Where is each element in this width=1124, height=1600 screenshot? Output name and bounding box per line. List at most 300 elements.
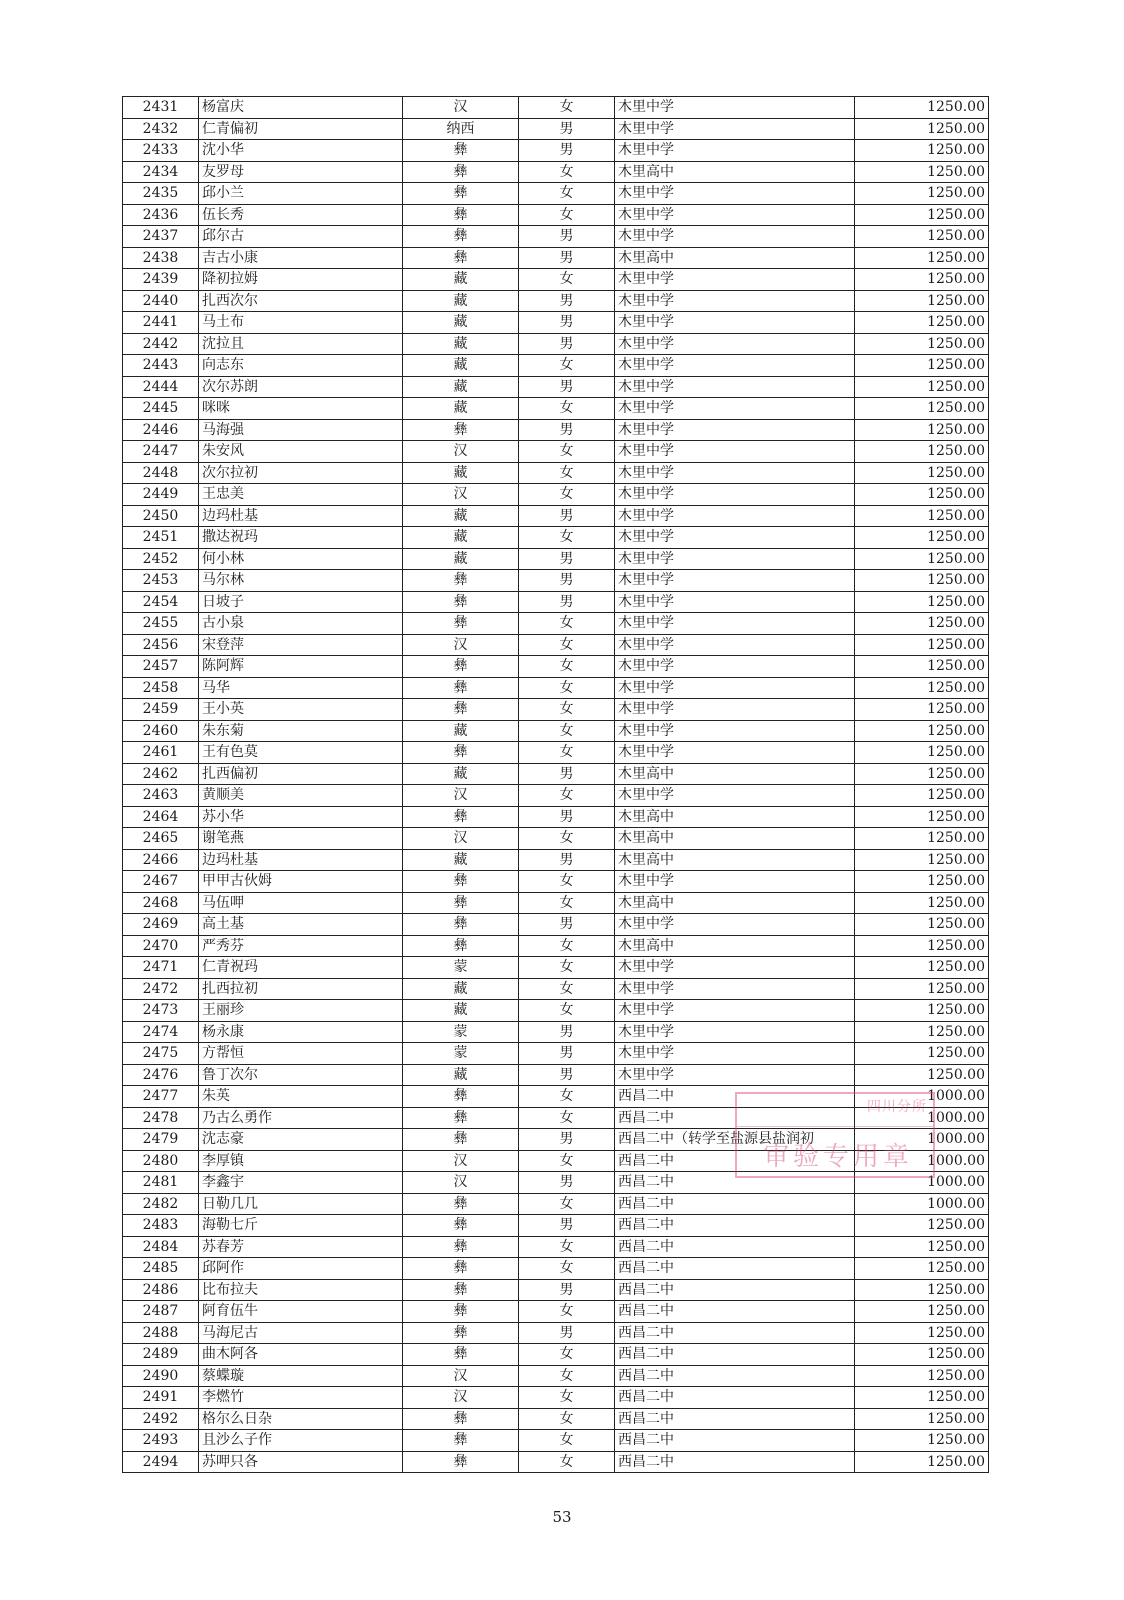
ethnicity-cell: 彝: [403, 1344, 519, 1366]
table-row: [123, 462, 989, 484]
ethnicity-cell: 彝: [403, 570, 519, 592]
row-number-cell: 2471: [123, 957, 199, 979]
ethnicity-cell: 彝: [403, 1215, 519, 1237]
student-name-cell: 邱尔古: [199, 226, 403, 248]
row-number-cell: 2450: [123, 505, 199, 527]
amount-cell: 1250.00: [855, 118, 989, 140]
student-name-cell: 日勒几几: [199, 1193, 403, 1215]
student-name-cell: 沈小华: [199, 140, 403, 162]
amount-cell: 1250.00: [855, 720, 989, 742]
school-cell: 西昌二中: [615, 1258, 855, 1280]
ethnicity-cell: 彝: [403, 1279, 519, 1301]
gender-cell: 女: [519, 1000, 615, 1022]
row-number-cell: 2461: [123, 742, 199, 764]
ethnicity-cell: 彝: [403, 1322, 519, 1344]
row-number-cell: 2431: [123, 97, 199, 119]
table-row: [123, 1365, 989, 1387]
amount-cell: 1250.00: [855, 1451, 989, 1473]
amount-cell: 1000.00: [855, 1193, 989, 1215]
ethnicity-cell: 汉: [403, 441, 519, 463]
school-cell: 木里中学: [615, 871, 855, 893]
amount-cell: 1250.00: [855, 699, 989, 721]
ethnicity-cell: 彝: [403, 613, 519, 635]
student-name-cell: 苏小华: [199, 806, 403, 828]
student-name-cell: 王丽珍: [199, 1000, 403, 1022]
student-name-cell: 格尔么日杂: [199, 1408, 403, 1430]
row-number-cell: 2449: [123, 484, 199, 506]
ethnicity-cell: 藏: [403, 398, 519, 420]
amount-cell: 1250.00: [855, 419, 989, 441]
amount-cell: 1250.00: [855, 376, 989, 398]
school-cell: 木里中学: [615, 742, 855, 764]
table-row: [123, 763, 989, 785]
row-number-cell: 2462: [123, 763, 199, 785]
student-name-cell: 边玛杜基: [199, 849, 403, 871]
ethnicity-cell: 汉: [403, 484, 519, 506]
school-cell: 木里中学: [615, 204, 855, 226]
student-name-cell: 严秀芬: [199, 935, 403, 957]
table-row: [123, 892, 989, 914]
gender-cell: 男: [519, 1129, 615, 1151]
gender-cell: 女: [519, 355, 615, 377]
school-cell: 木里高中: [615, 828, 855, 850]
ethnicity-cell: 彝: [403, 1236, 519, 1258]
gender-cell: 女: [519, 699, 615, 721]
amount-cell: 1000.00: [855, 1129, 989, 1151]
gender-cell: 女: [519, 97, 615, 119]
table-row: [123, 161, 989, 183]
row-number-cell: 2474: [123, 1021, 199, 1043]
row-number-cell: 2434: [123, 161, 199, 183]
student-name-cell: 咪咪: [199, 398, 403, 420]
school-cell: 西昌二中: [615, 1150, 855, 1172]
gender-cell: 女: [519, 1258, 615, 1280]
row-number-cell: 2448: [123, 462, 199, 484]
table-row: [123, 118, 989, 140]
amount-cell: 1250.00: [855, 441, 989, 463]
row-number-cell: 2494: [123, 1451, 199, 1473]
table-row: [123, 505, 989, 527]
row-number-cell: 2464: [123, 806, 199, 828]
gender-cell: 男: [519, 419, 615, 441]
ethnicity-cell: 藏: [403, 978, 519, 1000]
gender-cell: 女: [519, 398, 615, 420]
table-row: [123, 1021, 989, 1043]
gender-cell: 女: [519, 1086, 615, 1108]
amount-cell: 1000.00: [855, 1172, 989, 1194]
gender-cell: 女: [519, 935, 615, 957]
gender-cell: 女: [519, 1387, 615, 1409]
gender-cell: 男: [519, 914, 615, 936]
ethnicity-cell: 藏: [403, 1064, 519, 1086]
row-number-cell: 2490: [123, 1365, 199, 1387]
school-cell: 木里中学: [615, 548, 855, 570]
table-row: [123, 720, 989, 742]
school-cell: 木里中学: [615, 226, 855, 248]
table-row: [123, 935, 989, 957]
table-row: [123, 312, 989, 334]
student-name-cell: 甲甲古伙姆: [199, 871, 403, 893]
amount-cell: 1250.00: [855, 1279, 989, 1301]
amount-cell: 1250.00: [855, 204, 989, 226]
row-number-cell: 2446: [123, 419, 199, 441]
school-cell: 西昌二中: [615, 1451, 855, 1473]
gender-cell: 男: [519, 1322, 615, 1344]
amount-cell: 1000.00: [855, 1107, 989, 1129]
amount-cell: 1250.00: [855, 656, 989, 678]
school-cell: 木里中学: [615, 140, 855, 162]
gender-cell: 男: [519, 1215, 615, 1237]
stamp-main-text: 审验专用章: [763, 1142, 914, 1172]
amount-cell: 1250.00: [855, 1301, 989, 1323]
gender-cell: 男: [519, 849, 615, 871]
table-row: [123, 591, 989, 613]
ethnicity-cell: 彝: [403, 656, 519, 678]
amount-cell: 1250.00: [855, 1000, 989, 1022]
table-row: [123, 1215, 989, 1237]
amount-cell: 1250.00: [855, 247, 989, 269]
school-cell: 木里中学: [615, 376, 855, 398]
ethnicity-cell: 藏: [403, 505, 519, 527]
amount-cell: 1250.00: [855, 828, 989, 850]
school-cell: 木里中学: [615, 978, 855, 1000]
amount-cell: 1250.00: [855, 1043, 989, 1065]
table-row: [123, 914, 989, 936]
school-cell: 西昌二中: [615, 1387, 855, 1409]
ethnicity-cell: 藏: [403, 333, 519, 355]
table-row: [123, 269, 989, 291]
gender-cell: 男: [519, 1064, 615, 1086]
ethnicity-cell: 蒙: [403, 1021, 519, 1043]
gender-cell: 女: [519, 742, 615, 764]
student-name-cell: 向志东: [199, 355, 403, 377]
school-cell: 西昌二中: [615, 1430, 855, 1452]
amount-cell: 1250.00: [855, 763, 989, 785]
row-number-cell: 2493: [123, 1430, 199, 1452]
ethnicity-cell: 藏: [403, 355, 519, 377]
row-number-cell: 2469: [123, 914, 199, 936]
ethnicity-cell: 汉: [403, 785, 519, 807]
student-name-cell: 次尔苏朗: [199, 376, 403, 398]
school-cell: 西昌二中: [615, 1086, 855, 1108]
school-cell: 木里中学: [615, 355, 855, 377]
amount-cell: 1250.00: [855, 1215, 989, 1237]
table-row: [123, 828, 989, 850]
table-row: [123, 247, 989, 269]
student-name-cell: 马海尼古: [199, 1322, 403, 1344]
ethnicity-cell: 蒙: [403, 957, 519, 979]
student-name-cell: 苏呷只各: [199, 1451, 403, 1473]
amount-cell: 1250.00: [855, 226, 989, 248]
gender-cell: 女: [519, 978, 615, 1000]
row-number-cell: 2476: [123, 1064, 199, 1086]
table-row: [123, 204, 989, 226]
row-number-cell: 2468: [123, 892, 199, 914]
row-number-cell: 2477: [123, 1086, 199, 1108]
student-name-cell: 高土基: [199, 914, 403, 936]
ethnicity-cell: 彝: [403, 677, 519, 699]
ethnicity-cell: 彝: [403, 1451, 519, 1473]
student-name-cell: 黄顺美: [199, 785, 403, 807]
row-number-cell: 2435: [123, 183, 199, 205]
student-name-cell: 马土布: [199, 312, 403, 334]
gender-cell: 男: [519, 591, 615, 613]
student-name-cell: 次尔拉初: [199, 462, 403, 484]
table-row: [123, 677, 989, 699]
school-cell: 木里中学: [615, 462, 855, 484]
amount-cell: 1250.00: [855, 871, 989, 893]
amount-cell: 1250.00: [855, 849, 989, 871]
student-name-cell: 扎西次尔: [199, 290, 403, 312]
school-cell: 木里中学: [615, 419, 855, 441]
table-row: [123, 1236, 989, 1258]
ethnicity-cell: 彝: [403, 226, 519, 248]
gender-cell: 女: [519, 1301, 615, 1323]
gender-cell: 女: [519, 892, 615, 914]
row-number-cell: 2482: [123, 1193, 199, 1215]
student-name-cell: 海勒七斤: [199, 1215, 403, 1237]
page-number: 53: [552, 1508, 572, 1526]
ethnicity-cell: 彝: [403, 1430, 519, 1452]
student-name-cell: 朱东菊: [199, 720, 403, 742]
ethnicity-cell: 藏: [403, 763, 519, 785]
row-number-cell: 2438: [123, 247, 199, 269]
student-name-cell: 杨富庆: [199, 97, 403, 119]
table-row: [123, 1043, 989, 1065]
row-number-cell: 2454: [123, 591, 199, 613]
table-row: [123, 441, 989, 463]
amount-cell: 1250.00: [855, 591, 989, 613]
row-number-cell: 2460: [123, 720, 199, 742]
ethnicity-cell: 彝: [403, 892, 519, 914]
row-number-cell: 2453: [123, 570, 199, 592]
amount-cell: 1250.00: [855, 161, 989, 183]
amount-cell: 1250.00: [855, 785, 989, 807]
school-cell: 木里中学: [615, 613, 855, 635]
amount-cell: 1250.00: [855, 548, 989, 570]
table-row: [123, 1451, 989, 1473]
gender-cell: 男: [519, 247, 615, 269]
gender-cell: 女: [519, 1451, 615, 1473]
student-name-cell: 阿育伍牛: [199, 1301, 403, 1323]
ethnicity-cell: 藏: [403, 527, 519, 549]
ethnicity-cell: 彝: [403, 140, 519, 162]
row-number-cell: 2470: [123, 935, 199, 957]
gender-cell: 女: [519, 269, 615, 291]
amount-cell: 1250.00: [855, 97, 989, 119]
student-name-cell: 陈阿辉: [199, 656, 403, 678]
gender-cell: 女: [519, 441, 615, 463]
amount-cell: 1250.00: [855, 269, 989, 291]
student-name-cell: 苏春芳: [199, 1236, 403, 1258]
table-row: [123, 1279, 989, 1301]
table-row: [123, 290, 989, 312]
amount-cell: 1250.00: [855, 1258, 989, 1280]
school-cell: 木里中学: [615, 699, 855, 721]
row-number-cell: 2440: [123, 290, 199, 312]
row-number-cell: 2478: [123, 1107, 199, 1129]
student-name-cell: 朱英: [199, 1086, 403, 1108]
school-cell: 木里中学: [615, 957, 855, 979]
row-number-cell: 2466: [123, 849, 199, 871]
student-name-cell: 李燃竹: [199, 1387, 403, 1409]
school-cell: 木里中学: [615, 591, 855, 613]
gender-cell: 女: [519, 871, 615, 893]
school-cell: 木里中学: [615, 634, 855, 656]
row-number-cell: 2439: [123, 269, 199, 291]
amount-cell: 1250.00: [855, 1430, 989, 1452]
row-number-cell: 2436: [123, 204, 199, 226]
ethnicity-cell: 藏: [403, 269, 519, 291]
school-cell: 木里中学: [615, 398, 855, 420]
student-name-cell: 仁青祝玛: [199, 957, 403, 979]
ethnicity-cell: 藏: [403, 720, 519, 742]
gender-cell: 女: [519, 677, 615, 699]
student-roster-table: [122, 96, 989, 1473]
row-number-cell: 2459: [123, 699, 199, 721]
table-row: [123, 570, 989, 592]
student-name-cell: 古小泉: [199, 613, 403, 635]
school-cell: 西昌二中: [615, 1193, 855, 1215]
school-cell: 西昌二中: [615, 1172, 855, 1194]
table-row: [123, 419, 989, 441]
ethnicity-cell: 彝: [403, 1107, 519, 1129]
school-cell: 木里高中: [615, 247, 855, 269]
gender-cell: 男: [519, 1172, 615, 1194]
amount-cell: 1250.00: [855, 527, 989, 549]
gender-cell: 男: [519, 226, 615, 248]
amount-cell: 1250.00: [855, 1344, 989, 1366]
ethnicity-cell: 汉: [403, 1387, 519, 1409]
ethnicity-cell: 彝: [403, 935, 519, 957]
student-name-cell: 鲁丁次尔: [199, 1064, 403, 1086]
student-name-cell: 降初拉姆: [199, 269, 403, 291]
student-name-cell: 马华: [199, 677, 403, 699]
gender-cell: 女: [519, 1408, 615, 1430]
ethnicity-cell: 彝: [403, 161, 519, 183]
student-name-cell: 朱安风: [199, 441, 403, 463]
student-name-cell: 吉古小康: [199, 247, 403, 269]
gender-cell: 男: [519, 763, 615, 785]
row-number-cell: 2455: [123, 613, 199, 635]
school-cell: 木里中学: [615, 290, 855, 312]
gender-cell: 女: [519, 1150, 615, 1172]
school-cell: 木里中学: [615, 118, 855, 140]
row-number-cell: 2481: [123, 1172, 199, 1194]
school-cell: 木里中学: [615, 656, 855, 678]
school-cell: 木里中学: [615, 484, 855, 506]
ethnicity-cell: 彝: [403, 1408, 519, 1430]
amount-cell: 1250.00: [855, 978, 989, 1000]
table-row: [123, 806, 989, 828]
table-row: [123, 849, 989, 871]
gender-cell: 女: [519, 785, 615, 807]
row-number-cell: 2445: [123, 398, 199, 420]
school-cell: 木里中学: [615, 570, 855, 592]
school-cell: 木里中学: [615, 441, 855, 463]
amount-cell: 1250.00: [855, 1064, 989, 1086]
table-row: [123, 1301, 989, 1323]
school-cell: 木里中学: [615, 914, 855, 936]
amount-cell: 1250.00: [855, 1365, 989, 1387]
ethnicity-cell: 汉: [403, 1172, 519, 1194]
row-number-cell: 2451: [123, 527, 199, 549]
student-name-cell: 友罗母: [199, 161, 403, 183]
amount-cell: 1250.00: [855, 333, 989, 355]
table-row: [123, 226, 989, 248]
ethnicity-cell: 彝: [403, 1129, 519, 1151]
amount-cell: 1250.00: [855, 484, 989, 506]
amount-cell: 1250.00: [855, 806, 989, 828]
row-number-cell: 2457: [123, 656, 199, 678]
ethnicity-cell: 汉: [403, 1150, 519, 1172]
table-row: [123, 1387, 989, 1409]
gender-cell: 女: [519, 527, 615, 549]
gender-cell: 男: [519, 290, 615, 312]
ethnicity-cell: 藏: [403, 548, 519, 570]
ethnicity-cell: 彝: [403, 699, 519, 721]
school-cell: 西昌二中: [615, 1322, 855, 1344]
student-name-cell: 马伍呷: [199, 892, 403, 914]
gender-cell: 男: [519, 118, 615, 140]
gender-cell: 男: [519, 548, 615, 570]
gender-cell: 女: [519, 1430, 615, 1452]
gender-cell: 男: [519, 570, 615, 592]
school-cell: 木里高中: [615, 849, 855, 871]
school-cell: 西昌二中: [615, 1215, 855, 1237]
gender-cell: 女: [519, 613, 615, 635]
table-row: [123, 1430, 989, 1452]
ethnicity-cell: 彝: [403, 871, 519, 893]
gender-cell: 女: [519, 161, 615, 183]
student-name-cell: 王忠美: [199, 484, 403, 506]
amount-cell: 1250.00: [855, 183, 989, 205]
row-number-cell: 2473: [123, 1000, 199, 1022]
row-number-cell: 2432: [123, 118, 199, 140]
amount-cell: 1250.00: [855, 914, 989, 936]
table-row: [123, 398, 989, 420]
school-cell: 西昌二中: [615, 1279, 855, 1301]
student-name-cell: 扎西偏初: [199, 763, 403, 785]
gender-cell: 女: [519, 957, 615, 979]
student-name-cell: 宋登萍: [199, 634, 403, 656]
ethnicity-cell: 彝: [403, 914, 519, 936]
amount-cell: 1250.00: [855, 1387, 989, 1409]
ethnicity-cell: 彝: [403, 1193, 519, 1215]
school-cell: 西昌二中: [615, 1236, 855, 1258]
table-row: [123, 376, 989, 398]
row-number-cell: 2475: [123, 1043, 199, 1065]
ethnicity-cell: 彝: [403, 742, 519, 764]
ethnicity-cell: 彝: [403, 1258, 519, 1280]
table-row: [123, 742, 989, 764]
ethnicity-cell: 藏: [403, 312, 519, 334]
student-name-cell: 杨永康: [199, 1021, 403, 1043]
table-row: [123, 183, 989, 205]
school-cell: 西昌二中（转学至盐源县盐润初: [615, 1129, 855, 1151]
amount-cell: 1250.00: [855, 290, 989, 312]
student-name-cell: 马海强: [199, 419, 403, 441]
ethnicity-cell: 汉: [403, 97, 519, 119]
gender-cell: 男: [519, 1279, 615, 1301]
ethnicity-cell: 汉: [403, 634, 519, 656]
table-row: [123, 871, 989, 893]
table-row: [123, 1322, 989, 1344]
amount-cell: 1250.00: [855, 355, 989, 377]
gender-cell: 女: [519, 720, 615, 742]
ethnicity-cell: 藏: [403, 290, 519, 312]
student-name-cell: 仁青偏初: [199, 118, 403, 140]
